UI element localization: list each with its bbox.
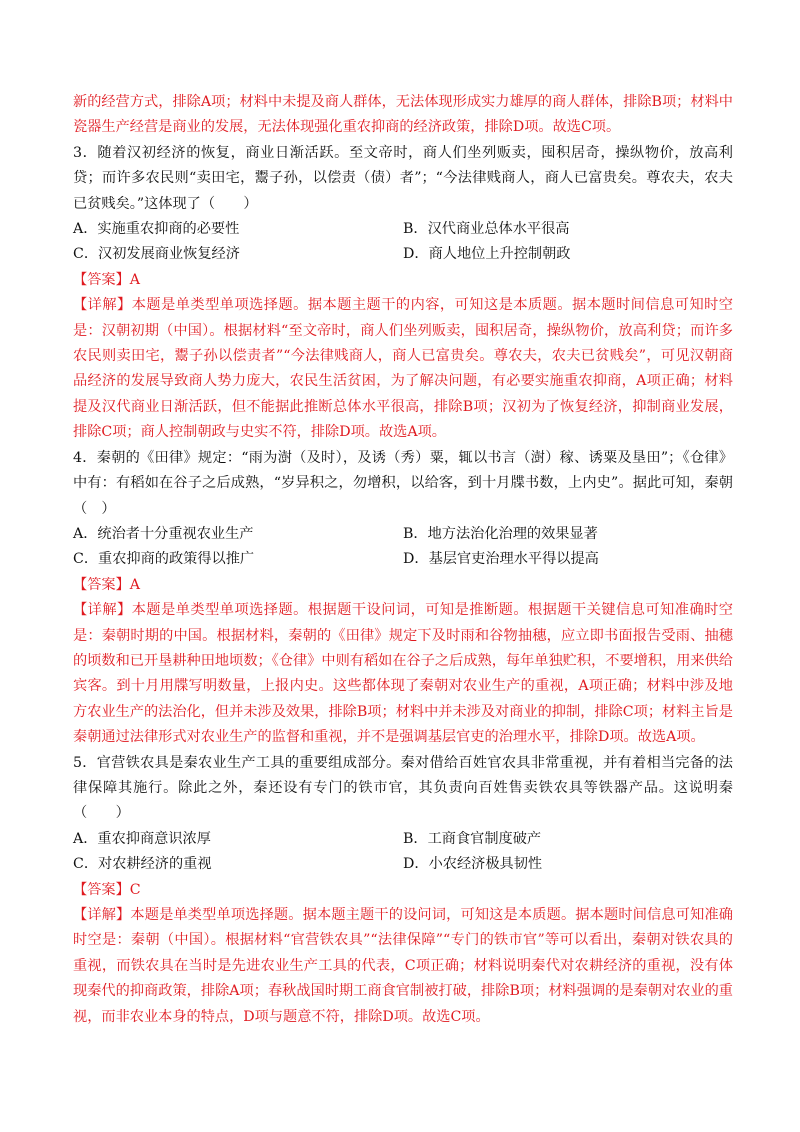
options (73, 522, 733, 573)
answer-label: 【答案】A (73, 271, 140, 288)
question-3 (73, 141, 733, 446)
question-stem: 4．秦朝的《田律》规定：“雨为澍（及时），及诱（秀）粟，辄以书言（澍）稼、诱粟及垦田”；《仓律》中有：有稻如在谷子之后成熟，“岁异积之，勿增积，以给客，到十月牒书数，上内史”。据此可知，秦朝（ ） (73, 449, 733, 517)
previous-answer-explanation: 新的经营方式，排除A项；材料中未提及商人群体，无法体现形成实力雄厚的商人群体，排除B项；材料中瓷器生产经营是商业的发展，无法体现强化重农抑商的经济政策，排除D项。故选C项。 (73, 94, 733, 136)
option-d: D．商人地位上升控制朝政 (403, 246, 571, 263)
answer-detail: 【详解】本题是单类型单项选择题。根据题干设问词，可知是推断题。根据题干关键信息可知准确时空是：秦朝时期的中国。根据材料，秦朝的《田律》规定下及时雨和谷物抽穗，应立即书面报告受雨、抽穗的顷数和已开垦耕种田地顷数；《仓律》中则有稻如在谷子之后成熟，每年单独贮积，不要增积，用来供给宾客。到十月用牒写明数量，上报内史。这些都体现了秦朝对农业生产的重视，A项正确；材料中涉及地方农业生产的法治化，但并未涉及效果，排除B项；材料中并未涉及对商业的抑制，排除C项；材料主旨是秦朝通过法律形式对农业生产的监督和重视，并不是强调基层官吏的治理水平，排除D项。故选A项。 (73, 602, 733, 746)
option-a: A．统治者十分重视农业生产 (73, 525, 254, 542)
question-stem: 3．随着汉初经济的恢复，商业日渐活跃。至文帝时，商人们坐列贩卖，囤积居奇，操纵物价，放高利贷；而许多农民则“卖田宅，鬻子孙，以偿责（债）者”；“今法律贱商人，商人已富贵矣。尊农夫，农夫已贫贱矣。”这体现了（ ） (73, 144, 733, 212)
option-c: C．汉初发展商业恢复经济 (73, 246, 240, 263)
question-5 (73, 751, 733, 1030)
option-b: B．地方法治化治理的效果显著 (403, 525, 598, 542)
answer-label: 【答案】C (73, 881, 141, 898)
option-d: D．小农经济极具韧性 (403, 856, 543, 873)
options (73, 217, 733, 268)
options (73, 827, 733, 878)
answer-detail: 【详解】本题是单类型单项选择题。据本题主题干的设问词，可知这是本质题。据本题时间信息可知准确时空是：秦朝（中国）。根据材料“官营铁农具”“法律保障”“专门的铁市官”等可以看出，秦朝对铁农具的重视，而铁农具在当时是先进农业生产工具的代表，C项正确；材料说明秦代对农耕经济的重视，没有体现秦代的抑商政策，排除A项；春秋战国时期工商食官制被打破，排除B项；材料强调的是秦朝对农业的重视，而非农业本身的特点，D项与题意不符，排除D项。故选C项。 (73, 907, 733, 1025)
document-content (73, 90, 733, 1030)
question-stem: 5．官营铁农具是秦农业生产工具的重要组成部分。秦对借给百姓官农具非常重视，并有着相当完备的法律保障其施行。除此之外，秦还设有专门的铁市官，其负责向百姓售卖铁农具等铁器产品。这说明秦（ ） (73, 754, 733, 822)
option-a: A．实施重农抑商的必要性 (73, 221, 240, 238)
option-b: B．工商食官制度破产 (403, 830, 542, 847)
option-d: D．基层官吏治理水平得以提高 (403, 551, 599, 568)
answer-label: 【答案】A (73, 576, 140, 593)
option-b: B．汉代商业总体水平很高 (403, 221, 570, 238)
option-a: A．重农抑商意识浓厚 (73, 830, 211, 847)
option-c: C．对农耕经济的重视 (73, 856, 212, 873)
option-c: C．重农抑商的政策得以推广 (73, 551, 255, 568)
question-4 (73, 446, 733, 751)
answer-detail: 【详解】本题是单类型单项选择题。据本题主题干的内容，可知这是本质题。据本题时间信息可知时空是：汉朝初期（中国）。根据材料“至文帝时，商人们坐列贩卖，囤积居奇，操纵物价，放高利贷；而许多农民则卖田宅，鬻子孙以偿责者”“今法律贱商人，商人已富贵矣。尊农夫，农夫已贫贱矣”，可见汉朝商品经济的发展导致商人势力庞大，农民生活贫困，为了解决问题，有必要实施重农抑商，A项正确；材料提及汉代商业日渐活跃，但不能据此推断总体水平很高，排除B项；汉初为了恢复经济，抑制商业发展，排除C项；商人控制朝政与史实不符，排除D项。故选A项。 (73, 297, 733, 441)
